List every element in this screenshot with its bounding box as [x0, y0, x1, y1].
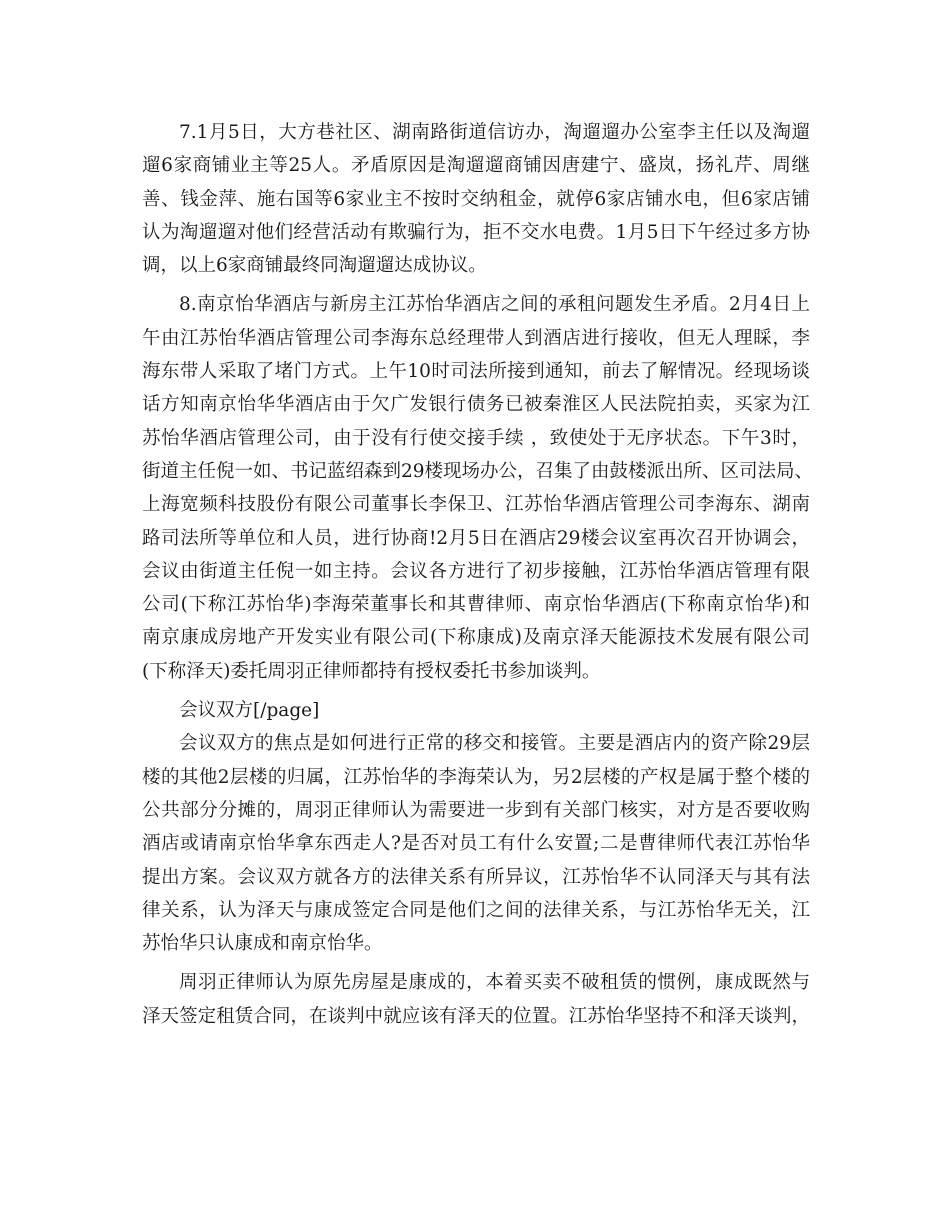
text-line: 会议双方[/page] — [179, 700, 320, 722]
text-line: 7.1月5日，大方巷社区、湖南路街道信访办，淘遛遛办公室李主任以及淘遛 — [179, 122, 810, 143]
text-line: 遛6家商铺业主等25人。矛盾原因是淘遛遛商铺因唐建宁、盛岚，扬礼芹、周继 — [142, 155, 810, 177]
text-line: 话方知南京怡华华酒店由于欠广发银行债务已被秦淮区人民法院拍卖，买家为江 — [142, 394, 810, 416]
text-line: 善、钱金萍、施右国等6家业主不按时交纳租金，就停6家店铺水电，但6家店铺 — [142, 188, 810, 210]
text-line: 8.南京怡华酒店与新房主江苏怡华酒店之间的承租问题发生矛盾。2月4日上 — [179, 294, 810, 316]
text-line: 上海宽频科技股份有限公司董事长李保卫、江苏怡华酒店管理公司李海东、湖南 — [142, 494, 810, 516]
text-line: 提出方案。会议双方就各方的法律关系有所异议，江苏怡华不认同泽天与其有法 — [142, 866, 810, 888]
text-line: 苏怡华只认康成和南京怡华。 — [142, 933, 383, 955]
text-line: 街道主任倪一如、书记蓝绍森到29楼现场办公，召集了由鼓楼派出所、区司法局、 — [142, 460, 814, 482]
text-line: 楼的其他2层楼的归属，江苏怡华的李海荣认为，另2层楼的产权是属于整个楼的 — [142, 766, 810, 788]
paragraph-focus — [142, 727, 810, 960]
paragraph-zhou — [142, 966, 810, 1033]
text-line: 南京康成房地产开发实业有限公司(下称康成)及南京泽天能源技术发展有限公司 — [142, 627, 810, 649]
text-line: 公司(下称江苏怡华)李海荣董事长和其曹律师、南京怡华酒店(下称南京怡华)和 — [142, 594, 810, 616]
text-line: 海东带人采取了堵门方式。上午10时司法所接到通知，前去了解情况。经现场谈 — [142, 361, 810, 383]
text-line: 酒店或请南京怡华拿东西走人?是否对员工有什么安置;二是曹律师代表江苏怡华 — [142, 833, 810, 855]
text-line: 路司法所等单位和人员，进行协商!2月5日在酒店29楼会议室再次召开协调会， — [142, 527, 810, 549]
paragraph-8 — [142, 288, 814, 688]
text-line: 会议由街道主任倪一如主持。会议各方进行了初步接触，江苏怡华酒店管理有限 — [142, 560, 810, 582]
document-body — [142, 116, 814, 1033]
text-line: 调，以上6家商铺最终同淘遛遛达成协议。 — [142, 255, 487, 277]
text-line: 泽天签定租赁合同，在谈判中就应该有泽天的位置。江苏怡华坚持不和泽天谈判， — [142, 1005, 810, 1027]
text-line: 午由江苏怡华酒店管理公司李海东总经理带人到酒店进行接收，但无人理睬，李 — [142, 327, 810, 349]
text-line: 律关系，认为泽天与康成签定合同是他们之间的法律关系，与江苏怡华无关，江 — [142, 899, 810, 921]
text-line: (下称泽天)委托周羽正律师都持有授权委托书参加谈判。 — [142, 660, 601, 682]
text-line: 会议双方的焦点是如何进行正常的移交和接管。主要是酒店内的资产除29层 — [179, 733, 810, 755]
text-line: 周羽正律师认为原先房屋是康成的，本着买卖不破租赁的惯例，康成既然与 — [179, 972, 810, 994]
text-line: 公共部分分摊的，周羽正律师认为需要进一步到有关部门核实，对方是否要收购 — [142, 799, 810, 821]
section-heading — [142, 694, 810, 727]
text-line: 苏怡华酒店管理公司，由于没有行使交接手续 ，致使处于无序状态。下午3时， — [142, 427, 810, 449]
paragraph-7 — [142, 116, 810, 282]
text-line: 认为淘遛遛对他们经营活动有欺骗行为，拒不交水电费。1月5日下午经过多方协 — [142, 221, 810, 243]
